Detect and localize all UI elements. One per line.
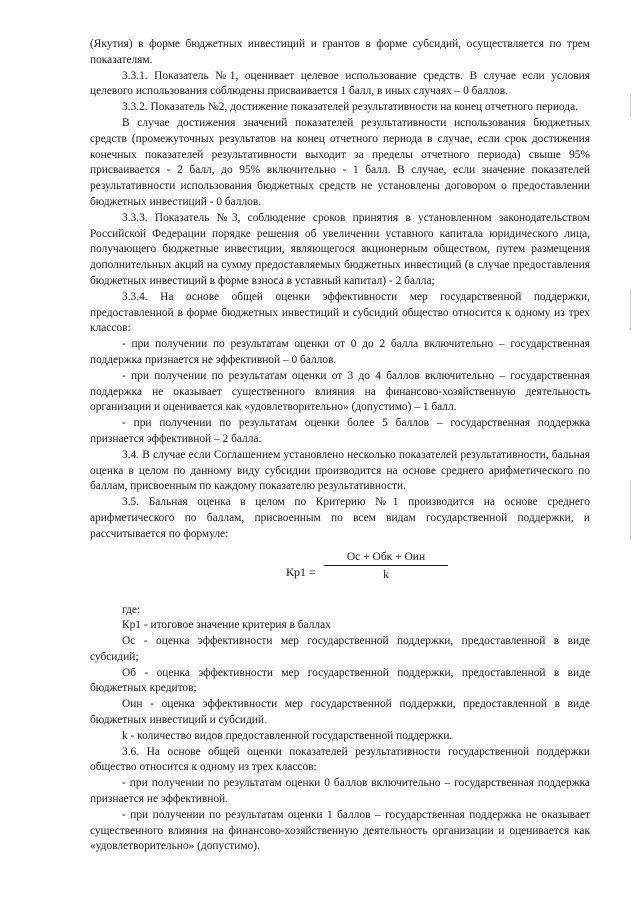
paragraph: Ос - оценка эффективности мер государственной поддержки, предоставленной в виде субсидий;	[90, 635, 590, 663]
paragraph: Оин - оценка эффективности мер государственной поддержки, предоставленной в виде бюджетных инвестиций и субсидий.	[90, 698, 590, 727]
paragraphs-after-formula	[90, 603, 590, 856]
formula-fraction	[324, 551, 448, 581]
scan-margin-mark	[630, 290, 631, 330]
paragraph: - при получении по результатам оценки от 0 до 2 балла включительно – государственная поддержка признается не эффективной – 0 баллов.	[90, 338, 590, 366]
paragraphs-before-formula	[90, 37, 590, 543]
scan-margin-mark	[630, 480, 631, 540]
paragraph: 3.3.2. Показатель №2, достижение показателей результативности на конец отчетного периода.	[122, 101, 578, 114]
formula-lhs: Кр1 =	[286, 564, 316, 579]
document-body	[90, 37, 590, 855]
paragraph: В случае достижения значений показателей результативности использования бюджетных средств (промежуточных результатов на конец отчетного периода в случае, если срок достижения конечных показателей результативности выходит за пределы отчетного периода) свыше 95% присваивается - 2 балл, до 95% включительно - 1 балл. В случае, если значение показателей результативности использования бюджетных средств не установлены договором о предоставлении бюджетных инвестиций - 0 баллов.	[90, 116, 590, 208]
paragraph: - при получении по результатам оценки от 3 до 4 баллов включительно – государственная поддержка не оказывает существенного влияния на финансово-хозяйственную деятельность организации и оценивается как «удовлетворительно» (допустимо) – 1 балл.	[90, 369, 590, 414]
scan-margin-mark	[630, 95, 631, 117]
formula-kr1	[90, 549, 590, 599]
paragraph: 3.3.3. Показатель №3, соблюдение сроков принятия в установленном законодательством Российской Федерации порядке решения об увеличении уставного капитала юридического лица, получающего бюджетные инвестиции, являющегося акционерным обществом, путем размещения дополнительных акций на сумму предоставляемых бюджетных инвестиций (в случае предоставления бюджетных инвестиций в форме взноса в уставный капитал) - 2 балла;	[90, 211, 590, 287]
paragraph: - при получении по результатам оценки 0 баллов включительно – государственная поддержка признается не эффективной.	[90, 777, 590, 806]
paragraph: Кр1 - итоговое значение критерия в баллах	[122, 619, 331, 632]
paragraph: 3.3.1. Показатель №1, оценивает целевое использование средств. В случае если условия целевого использования соблюдены присваивается 1 балл, в иных случаях – 0 баллов.	[90, 69, 590, 98]
paragraph: где:	[122, 603, 141, 616]
formula-denominator: k	[383, 568, 389, 581]
paragraph: - при получении по результатам оценки 1 баллов – государственная поддержка не оказывает существенного влияния на финансово-хозяйственную деятельность организации и оценивается как «удовлетворительно» (допустимо).	[90, 808, 590, 853]
paragraph: k - количество видов предоставленной государственной поддержки.	[122, 729, 453, 742]
paragraph: 3.4. В случае если Соглашением установлено несколько показателей результативности, бальная оценка в целом по данному виду субсидии производится на основе среднего арифметического по баллам, присвоенным по каждому показателю результативности.	[90, 448, 590, 493]
formula-numerator: Ос + Обк + Оин	[346, 550, 426, 563]
paragraph: (Якутия) в форме бюджетных инвестиций и грантов в форме субсидий, осуществляется по трем показателям.	[90, 38, 590, 66]
paragraph: 3.5. Бальная оценка в целом по Критерию №1 производится на основе среднего арифметического по баллам, присвоенным по всем видам государственной поддержки, и рассчитывается по формуле:	[90, 496, 590, 540]
paragraph: 3.3.4. На основе общей оценки эффективности мер государственной поддержки, предоставленной в форме бюджетных инвестиций и субсидий общество относится к одному из трех классов:	[90, 290, 590, 335]
paragraph: 3.6. На основе общей оценки показателей результативности государственной поддержки общество относится к одному из трех классов:	[90, 745, 590, 774]
paragraph: - при получении по результатам оценки более 5 баллов – государственная поддержка признается эффективной – 2 балла.	[90, 417, 590, 445]
paragraph: Об - оценка эффективности мер государственной поддержки, предоставленной в виде бюджетных кредитов;	[90, 666, 590, 695]
